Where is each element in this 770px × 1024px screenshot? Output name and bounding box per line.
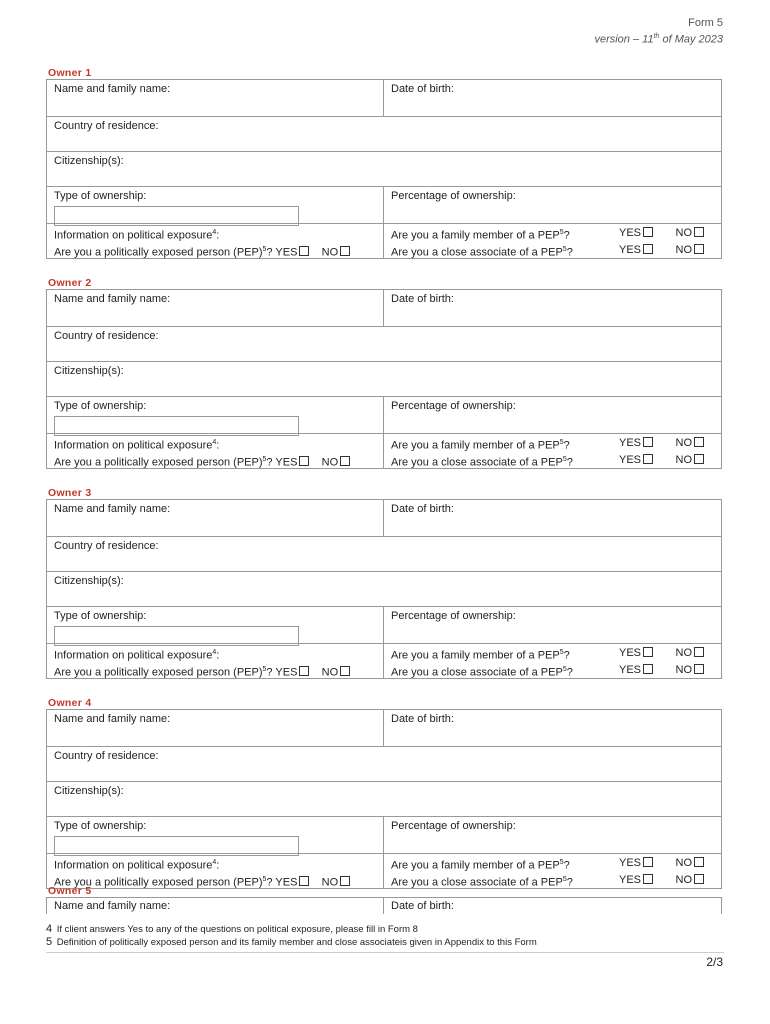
political-exposure-cell: Information on political exposure$^4$: Are you a politically exposed person (PEP)$^5$? YES NO	[47, 434, 384, 468]
owner-title: Owner 5	[48, 885, 92, 897]
citizenship-field[interactable]: Citizenship(s):	[54, 365, 124, 377]
political-exposure-cell: Information on political exposure$^4$: Are you a politically exposed person (PEP)$^5$? YES NO	[47, 224, 384, 258]
type-ownership-input[interactable]	[54, 206, 299, 226]
citizenship-field[interactable]: Citizenship(s):	[54, 575, 124, 587]
owner-form-grid	[46, 499, 722, 679]
associate-yes-checkbox[interactable]	[643, 244, 653, 254]
associate-no-checkbox[interactable]	[694, 874, 704, 884]
country-field[interactable]: Country of residence:	[54, 750, 159, 762]
name-field[interactable]: Name and family name:	[47, 898, 384, 914]
type-ownership-input[interactable]	[54, 416, 299, 436]
family-no-checkbox[interactable]	[694, 437, 704, 447]
owner-section-2	[46, 277, 722, 469]
percentage-field[interactable]: Percentage of ownership:	[391, 190, 516, 202]
pep-relations-cell: Are you a family member of a PEP$^5$? YES NO Are you a close associate of a PEP$^5$? YES NO	[384, 644, 721, 678]
owner-section-1	[46, 67, 722, 259]
pep-no-checkbox[interactable]	[340, 246, 350, 256]
dob-field[interactable]: Date of birth:	[391, 503, 454, 515]
owner-title: Owner 4	[48, 697, 92, 709]
owner-form-grid	[46, 709, 722, 889]
type-ownership-cell: Type of ownership:	[47, 187, 384, 223]
associate-yes-checkbox[interactable]	[643, 454, 653, 464]
footnote-5: 5 Definition of politically exposed person and its family member and close associateis given in Appendix to this Form	[46, 936, 537, 948]
country-field[interactable]: Country of residence:	[54, 330, 159, 342]
associate-no-checkbox[interactable]	[694, 454, 704, 464]
owner-title: Owner 3	[48, 487, 92, 499]
pep-no-checkbox[interactable]	[340, 666, 350, 676]
type-ownership-cell: Type of ownership:	[47, 607, 384, 643]
dob-field[interactable]: Date of birth:	[391, 293, 454, 305]
percentage-field[interactable]: Percentage of ownership:	[391, 820, 516, 832]
name-field[interactable]: Name and family name:	[47, 710, 384, 746]
pep-relations-cell: Are you a family member of a PEP$^5$? YES NO Are you a close associate of a PEP$^5$? YES NO	[384, 434, 721, 468]
footnote-divider	[46, 952, 724, 953]
form-label: Form 5	[688, 17, 723, 29]
pep-relations-cell: Are you a family member of a PEP$^5$? YES NO Are you a close associate of a PEP$^5$? YES NO	[384, 854, 721, 888]
political-exposure-cell: Information on political exposure$^4$: Are you a politically exposed person (PEP)$^5$? YES NO	[47, 854, 384, 888]
country-field[interactable]: Country of residence:	[54, 540, 159, 552]
associate-yes-checkbox[interactable]	[643, 874, 653, 884]
pep-relations-cell: Are you a family member of a PEP$^5$? YES NO Are you a close associate of a PEP$^5$? YES NO	[384, 224, 721, 258]
owner-section-5	[46, 885, 722, 914]
family-yes-checkbox[interactable]	[643, 227, 653, 237]
form-version: version – 11th of May 2023	[594, 33, 723, 46]
dob-field[interactable]: Date of birth:	[391, 83, 454, 95]
family-no-checkbox[interactable]	[694, 227, 704, 237]
family-yes-checkbox[interactable]	[643, 857, 653, 867]
owner-form-grid	[46, 289, 722, 469]
page-number: 2/3	[706, 955, 723, 969]
percentage-field[interactable]: Percentage of ownership:	[391, 610, 516, 622]
owner-form-grid	[46, 79, 722, 259]
pep-no-checkbox[interactable]	[340, 456, 350, 466]
pep-yes-checkbox[interactable]	[299, 666, 309, 676]
owner-form-grid	[46, 897, 722, 914]
footnote-4: 4 If client answers Yes to any of the questions on political exposure, please fill in Form 8	[46, 923, 418, 935]
type-ownership-cell: Type of ownership:	[47, 397, 384, 433]
pep-yes-checkbox[interactable]	[299, 246, 309, 256]
dob-field[interactable]: Date of birth:	[391, 900, 454, 912]
type-ownership-input[interactable]	[54, 836, 299, 856]
citizenship-field[interactable]: Citizenship(s):	[54, 155, 124, 167]
associate-no-checkbox[interactable]	[694, 664, 704, 674]
associate-yes-checkbox[interactable]	[643, 664, 653, 674]
type-ownership-input[interactable]	[54, 626, 299, 646]
political-exposure-cell: Information on political exposure$^4$: Are you a politically exposed person (PEP)$^5$? YES NO	[47, 644, 384, 678]
pep-yes-checkbox[interactable]	[299, 456, 309, 466]
associate-no-checkbox[interactable]	[694, 244, 704, 254]
footnotes	[46, 923, 726, 949]
country-field[interactable]: Country of residence:	[54, 120, 159, 132]
family-no-checkbox[interactable]	[694, 857, 704, 867]
citizenship-field[interactable]: Citizenship(s):	[54, 785, 124, 797]
name-field[interactable]: Name and family name:	[47, 290, 384, 326]
family-yes-checkbox[interactable]	[643, 647, 653, 657]
owner-section-3	[46, 487, 722, 679]
owner-title: Owner 1	[48, 67, 92, 79]
percentage-field[interactable]: Percentage of ownership:	[391, 400, 516, 412]
owner-title: Owner 2	[48, 277, 92, 289]
family-yes-checkbox[interactable]	[643, 437, 653, 447]
type-ownership-cell: Type of ownership:	[47, 817, 384, 853]
name-field[interactable]: Name and family name:	[47, 80, 384, 116]
dob-field[interactable]: Date of birth:	[391, 713, 454, 725]
owner-section-4	[46, 697, 722, 889]
family-no-checkbox[interactable]	[694, 647, 704, 657]
name-field[interactable]: Name and family name:	[47, 500, 384, 536]
